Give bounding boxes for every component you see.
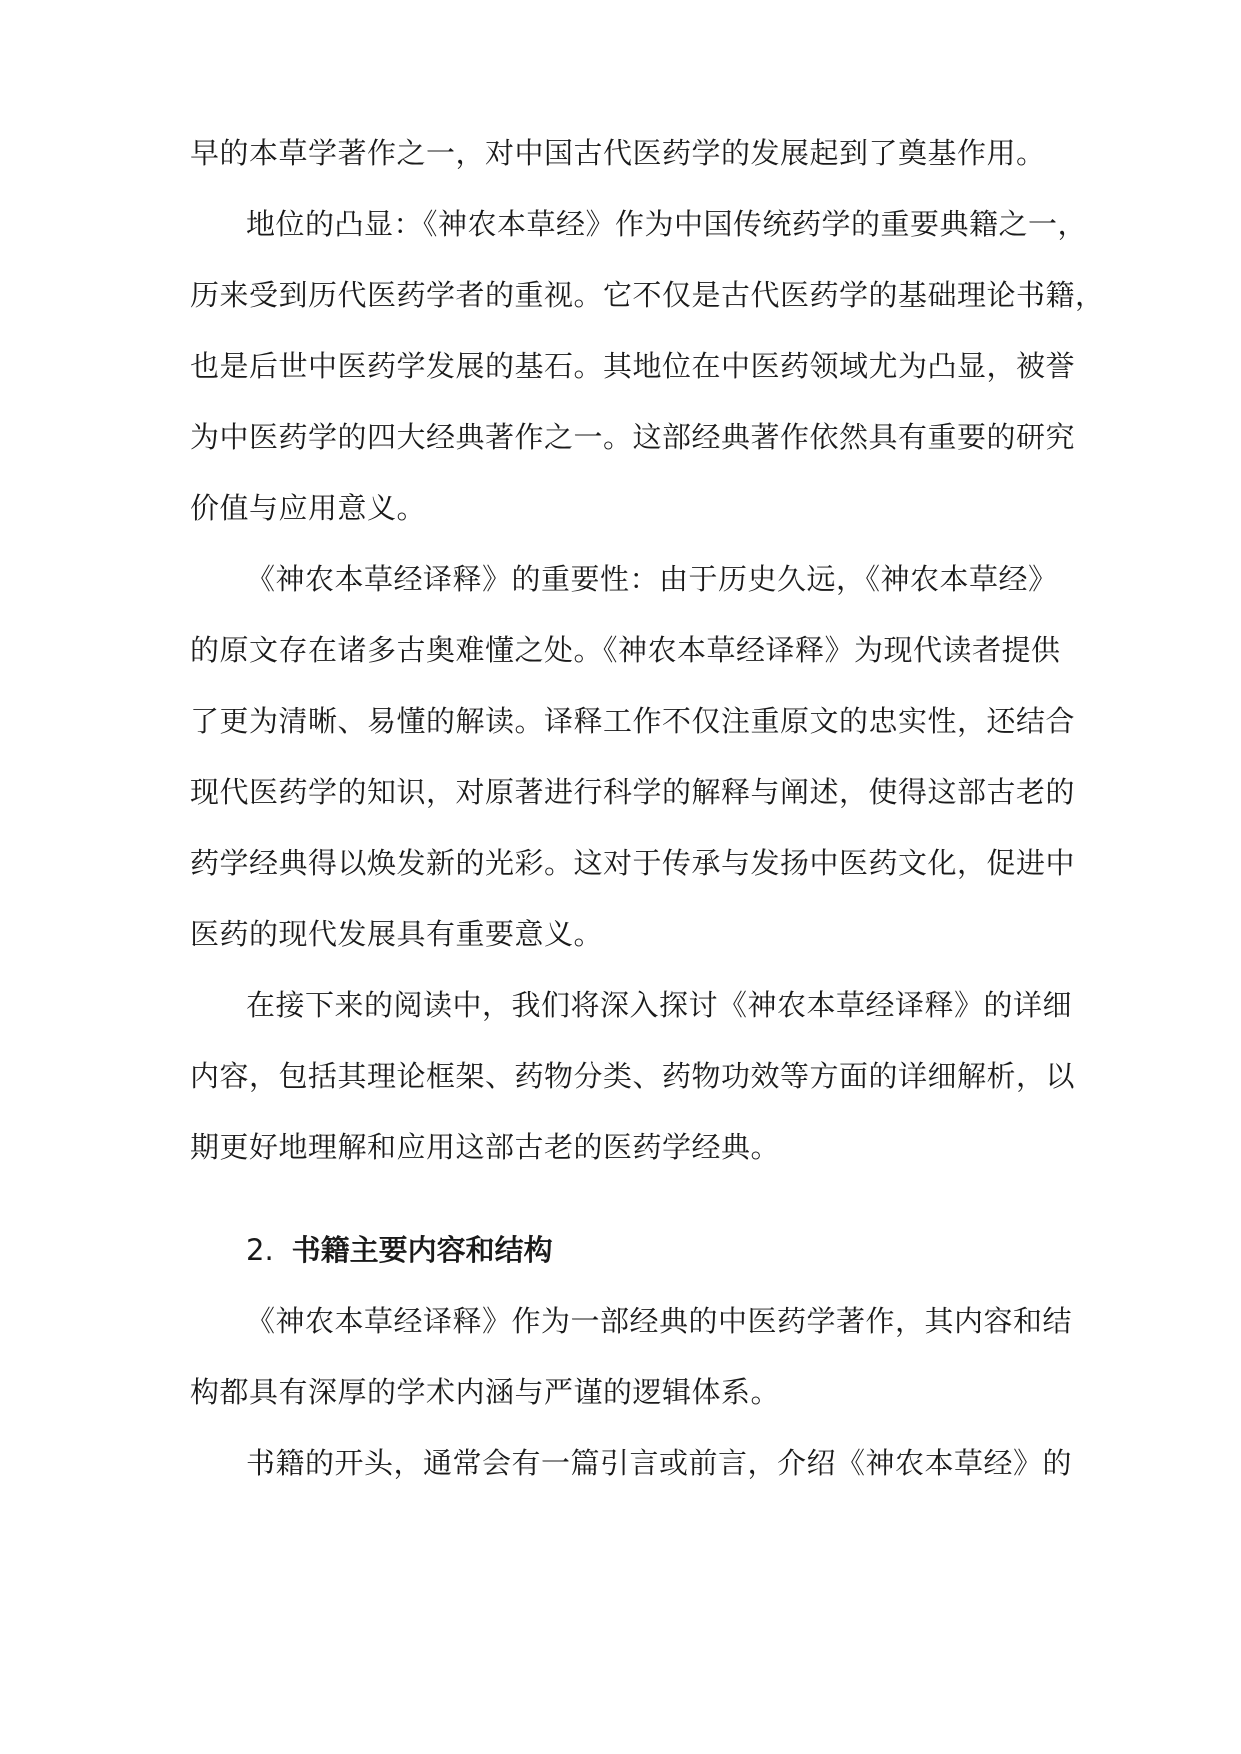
paragraph-line: 的原文存在诸多古奥难懂之处。《神农本草经译释》为现代读者提供 [190,633,1061,667]
paragraph-line: 早的本草学著作之一，对中国古代医药学的发展起到了奠基作用。 [190,136,1046,170]
paragraph-line: 《神农本草经译释》作为一部经典的中医药学著作，其内容和结 [246,1304,1073,1338]
section-heading [246,1230,553,1270]
paragraph-line: 为中医药学的四大经典著作之一。这部经典著作依然具有重要的研究 [190,420,1076,454]
paragraph-line: 现代医药学的知识，对原著进行科学的解释与阐述，使得这部古老的 [190,775,1076,809]
paragraph-line: 在接下来的阅读中，我们将深入探讨《神农本草经译释》的详细 [246,988,1073,1022]
paragraph-line: 内容，包括其理论框架、药物分类、药物功效等方面的详细解析，以 [190,1059,1076,1093]
paragraph-line: 价值与应用意义。 [190,491,427,525]
paragraph-line: 也是后世中医药学发展的基石。其地位在中医药领域尤为凸显，被誉 [190,349,1076,383]
section-number: 2. [246,1233,274,1267]
paragraph-line: 构都具有深厚的学术内涵与严谨的逻辑体系。 [190,1375,781,1409]
paragraph-line: 《神农本草经译释》的重要性：由于历史久远，《神农本草经》 [246,562,1058,596]
paragraph-line: 书籍的开头，通常会有一篇引言或前言，介绍《神农本草经》的 [246,1446,1073,1480]
paragraph-line: 了更为清晰、易懂的解读。译释工作不仅注重原文的忠实性，还结合 [190,704,1076,738]
paragraph-line: 地位的凸显：《神农本草经》作为中国传统药学的重要典籍之一， [246,207,1088,241]
paragraph-line: 医药的现代发展具有重要意义。 [190,917,604,951]
paragraph-line: 历来受到历代医药学者的重视。它不仅是古代医药学的基础理论书籍， [190,278,1105,312]
section-title: 书籍主要内容和结构 [291,1233,553,1267]
paragraph-line: 期更好地理解和应用这部古老的医药学经典。 [190,1130,781,1164]
paragraph-line: 药学经典得以焕发新的光彩。这对于传承与发扬中医药文化，促进中 [190,846,1076,880]
